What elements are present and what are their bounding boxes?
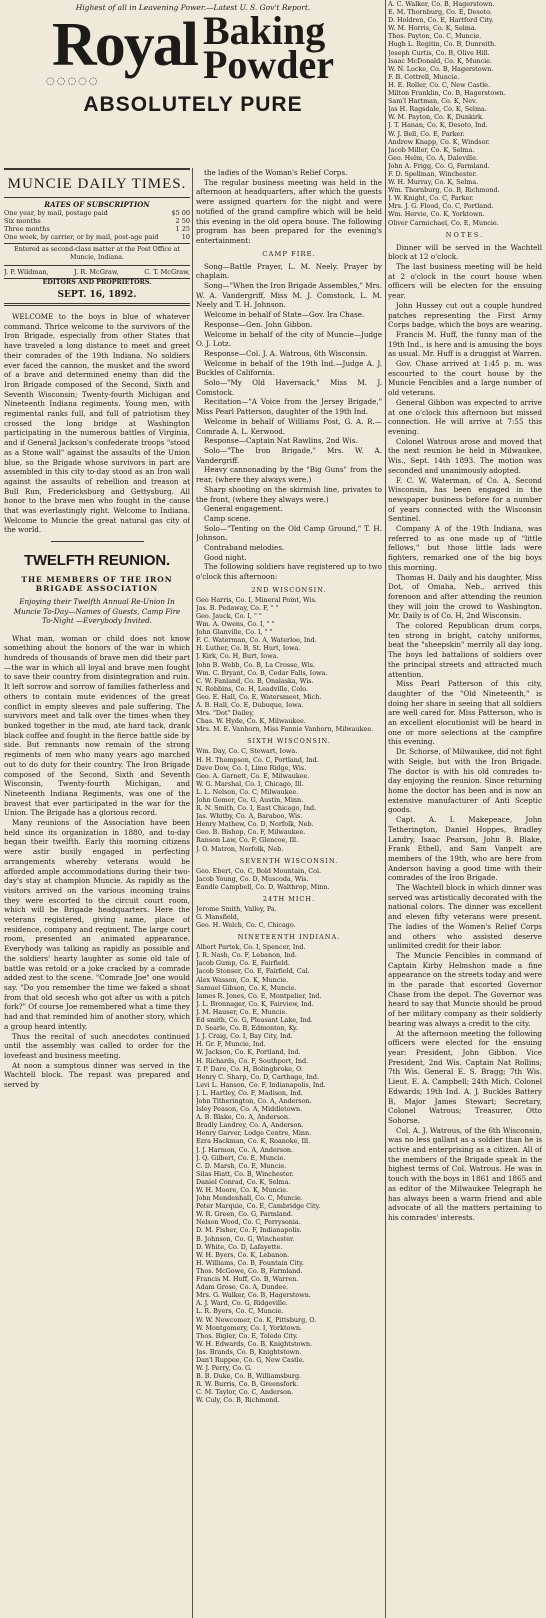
rate-label: One week, by carrier, or by mail, post-age paid — [4, 233, 159, 241]
registry-entry: John B. Webb, Co. B, La Crosse, Wis. — [196, 660, 316, 669]
royal-baking-powder-ad — [4, 0, 382, 168]
registry-entry: A. B. Blake, Co. A, Anderson. — [196, 1113, 291, 1122]
program-item: Solo—"My Old Haversack," Miss M. J. Comstock. — [196, 378, 382, 397]
note-paragraph: Thomas H. Daily and his daughter, Miss Dot, of Omaha, Neb., arrived this forenoon and after attending the reunion they will join the crowd to Washington. Mr. Daily is of Co. H, 2nd Wisconsin. — [388, 572, 542, 621]
registry-entry: Wm. Day, Co. C, Stewart, Iowa. — [196, 747, 298, 756]
registry-entry: H. Luther, Co. B, St. Hurt, Iowa. — [196, 644, 301, 653]
registry-entry: Milton Franklin, Co. B, Hagerstown. — [388, 89, 506, 98]
registry-entry: Jerome Smith, Valley, Pa. — [196, 904, 277, 913]
registry-entry: Bradly Landrey, Co. A, Anderson. — [196, 1121, 304, 1130]
middle-column — [196, 168, 382, 1618]
registry-entry: H. Williams, Co. B, Fountain City. — [196, 1258, 304, 1267]
rate-row — [4, 233, 190, 241]
registry-entry: Dave Dow, Co. I, Lime Ridge, Wis. — [196, 763, 307, 772]
column-rule — [192, 0, 193, 1618]
registry-entry: A. J. Ward, Co. G, Ridgeville. — [196, 1299, 288, 1308]
program-item: Solo—"Tenting on the Old Camp Ground," T. H. Johnson. — [196, 523, 382, 543]
program-item: Contraband melodies. — [204, 543, 285, 553]
registry-entry: Levi L. Hanson, Co. F, Indianapolis, Ind. — [196, 1080, 326, 1089]
registry-entry: T. P. Dare, Co. H, Bolingbroke, O. — [196, 1064, 304, 1073]
regiment-heading: NINETEENTH INDIANA. — [237, 933, 341, 942]
left-column — [4, 168, 190, 1618]
registry-entry: B. Johnson, Co. G, Winchester. — [196, 1234, 295, 1243]
reunion-headline: TWELFTH REUNION. — [24, 552, 170, 570]
ad-top-line: Highest of all in Leavening Power.—Latest U. S. Gov't Report. — [75, 3, 311, 12]
note-paragraph: At the afternoon meeting the following officers were elected for the ensuing year: President, John Gibbon. Vice President, 2nd Wis. Captain Nat Rollins; 7th Wis. General E. S. Bragg; 7th Wis. Lieut. E. A. Campbell; 24th Mich. Colonel Edwards; 19th Ind. A. J. Buckles Battery B, Major James Stewart; Secretary, Colonel Watrous; Treasurer, Otto Sohorse. — [388, 1028, 542, 1125]
reunion-subhead: THE MEMBERS OF THE IRON BRIGADE ASSOCIATION — [21, 575, 173, 594]
registry-entry: Henry Garver, Lodge Centre, Minn. — [196, 1129, 312, 1138]
middle-intro — [196, 168, 382, 246]
registry-entry: Francis M. Huff, Co. B, Warren. — [196, 1275, 299, 1284]
program-item: Sharp shooting on the skirmish line, privates to the front, (where they always were.) — [196, 484, 382, 504]
registry-entry: H. Gr. F, Muncie, Ind. — [196, 1040, 266, 1049]
registry-entry: Wm. Thornburg, Co. B, Richmond. — [388, 186, 500, 195]
registry-entry: Jacob Stonser, Co. E, Fairfield, Cal. — [196, 967, 310, 976]
note-paragraph: Colonel Watrous arose and moved that the next reunion be held in Milwaukee, Wis., Sept. 14th 1893. The motion was seconded and unanimously adopted. — [388, 436, 542, 475]
registry-entry: Henry Mathew, Co. D, Norfolk, Neb. — [196, 820, 314, 829]
reunion-article — [4, 634, 190, 1090]
rate-row — [4, 209, 190, 217]
registry-entry: Wm. Hervie, Co. K, Yorktown. — [388, 210, 485, 219]
registry-entry: Peter Marquie, Co. E, Cambridge City. — [196, 1202, 321, 1211]
registry-entry: W. G. Marshal, Co. I, Chicago, Ill. — [196, 779, 304, 788]
registry-entry: E. M. Thornburg, Co. E, Desoto. — [388, 8, 492, 17]
notes-section — [388, 243, 542, 1223]
regiment-heading: SIXTH WISCONSIN. — [247, 737, 331, 746]
registry-entry: J. T. Hanan, Co. K, Desoto, Ind. — [388, 121, 488, 130]
program-item: Recitation—"A Voice from the Jersey Brigade," Miss Pearl Patterson, daughter of the 19th Ind. — [196, 397, 382, 417]
registry-entry: D. White, Co. D, Lafayette. — [196, 1242, 283, 1251]
article-paragraph: Many reunions of the Association have been held since its organization in 1880, and to-day began their twelfth. Early this morning citizens were astir busily engaged in perfecting arrangements whereby veterans would be afforded ample accommodations during their two-day's stay at champion Muncie. As rapidly as the visitors arrived on the various incoming trains they were escorted to the circuit court room, which will be Brigade headquarters. Here the veterans registered, giving name, place of residence, company and regiment. The large court room, presented an animated appearance. Everybody was talking as rapidly as possible and the soldiers' hearty laughter as some old tale of battle was retold or a joke cracked by a comrade added zest to the scene. "Comrade Joe" one would say. "Do you remember the time we faked a shoat from that old secesh who got after us with a pitch fork?" Of course Joe remembered what a time they had and that reminded him of another story, which a group heard intently. — [4, 818, 190, 1031]
registry-entry: Henry C. Sharp, Co. D, Carthage, Ind. — [196, 1072, 319, 1081]
rate-price: 10 — [181, 233, 190, 241]
registry-entry: J. W. Knight, Co. C, Parker. — [388, 194, 474, 203]
registry-entry: D. M. Fisher, Co. F, Indianapolis. — [196, 1226, 302, 1235]
registry-entry: J. L. Bronnager, Co. K, Fairview, Ind. — [196, 999, 314, 1008]
program-item: Welcome in behalf of Williams Post, G. A. R.—Comrade A. L. Kerwood. — [196, 416, 382, 436]
reunion-deck: Enjoying their Twelfth Annual Re-Union In Muncie To-Day—Names of Guests, Camp Fire To-Night —Everybody Invited. — [13, 597, 181, 626]
registry-entry: J. Q. Gilbert, Co. E, Muncie. — [196, 1153, 286, 1162]
note-paragraph: Francis M. Huff, the funny man of the 19th Ind., is here and is amusing the boys as usual. Mr. Huff is a druggist at Warren. — [388, 329, 542, 359]
note-paragraph: The colored Republican drum corps, ten strong in bright, catchy uniforms, beat the "sheepskin" merrily all day long. The boys led battalions of soldiers over the principal streets and attracted much attention. — [388, 621, 542, 679]
registry-entry: John Gomer, Co. G, Austin, Minn. — [196, 795, 304, 804]
registry-entry: J. R. Nash, Co. F, Lebanon, Ind. — [196, 951, 297, 960]
registry-entry: Mrs. G. Walker, Co. B, Hagerstown. — [196, 1291, 311, 1300]
regiment-heading: 2ND WISCONSIN. — [251, 585, 327, 594]
issue-date: SEPT. 16, 1892. — [4, 287, 190, 306]
registry-entry: A. C. Walker, Co. B, Hagerstown. — [388, 0, 495, 8]
registry-entry: John Mendenhall, Co. C, Muncie. — [196, 1194, 303, 1203]
rate-price: 1 25 — [175, 225, 190, 233]
note-paragraph: F. C. W. Waterman, of Co. A, Second Wisconsin, has been engaged in the newspaper business before for a number of years connected with the Wisconsin Sentinel. — [388, 475, 542, 524]
masthead-title: MUNCIE DAILY TIMES. — [7, 176, 187, 192]
note-paragraph: Gov. Chase arrived at 1:45 p. m. was escourted to the court house by the Muncie Fencibles and a large number of old veterans. — [388, 359, 542, 398]
registry-entry: Jas. Brands, Co. B, Knightstown. — [196, 1347, 302, 1356]
registry-entry: Geo. A. Garnett, Co. E, Milwaukee. — [196, 771, 310, 780]
registry-entry: A. B. Hall, Co. E, Dubuque, Iowa. — [196, 701, 304, 710]
rates-list — [4, 209, 190, 241]
registry-entry: Jas. B. Pedaway, Co. F, " " — [196, 603, 279, 612]
registry-entry: J. J. Craig, Co. I, Bay City, Ind. — [196, 1032, 293, 1041]
registry-entry: Geo Harris, Co. I, Mineral Point, Wis. — [196, 595, 317, 604]
ad-product-line1: Baking — [202, 8, 326, 53]
registry-entry: Silas Hiatt, Co. B, Winchester. — [196, 1169, 294, 1178]
program-item: Response—Col. J. A. Watrous, 6th Wisconsin. — [204, 348, 368, 358]
registry-entry: Geo. Jauck, Co. I, " " — [196, 612, 262, 621]
registry-entry: Geo. Helm, Co. A, Daleville. — [388, 153, 478, 162]
editors-title: EDITORS AND PROPRIETORS. — [42, 279, 152, 286]
rate-price: 2 50 — [175, 217, 190, 225]
ad-ornament: ◌◌◌◌◌ — [46, 76, 100, 87]
registry-entry: J. M. Hauser, Co. E, Muncie. — [196, 1007, 288, 1016]
registry-entry: John A. Frigg, Co. G, Farmland. — [388, 161, 490, 170]
registry-entry: Albert Partek, Co. I, Spencer, Ind. — [196, 943, 306, 952]
registry-entry: Thos. McGowe, Co. B, Farmland. — [196, 1266, 303, 1275]
rate-row — [4, 217, 190, 225]
camp-fire-program — [196, 262, 382, 582]
program-item: Heavy cannonading by the "Big Guns" from the rear, (where they always were.) — [196, 465, 382, 485]
registry-entry: W. M. Horris, Co. K, Selma. — [388, 24, 477, 33]
note-paragraph: Dr. Schorse, of Milwaukee, did not fight with Seigle, but with the Iron Brigade. The doctor is with his old comrades to-day enjoying the reunion. Since returning home the doctor has been and is now an extensive manufacturer of Anti Sceptic goods. — [388, 747, 542, 815]
article-paragraph: Thus the recital of such anecdotes continued until the assembly was called to order for the lovefeast and business meeting. — [4, 1031, 190, 1060]
registry-entry: Jacob Gump, Co. E, Fairfield. — [196, 959, 290, 968]
rate-label: Six months — [4, 217, 41, 225]
registry-entry: Sam'l Hartman, Co. K, Nev. — [388, 97, 477, 106]
registry-entry: W. Culy, Co. B, Richmond. — [196, 1396, 280, 1405]
registry-entry: Thos. Payton, Co. C, Muncie. — [388, 32, 482, 41]
registry-entry: Jacob Miller, Co. K, Selma. — [388, 145, 475, 154]
editor-name: C. T. McGraw, — [144, 268, 190, 276]
registry-entry: D. Searle, Co. B, Edmonton, Ky. — [196, 1024, 298, 1033]
registry-entry: C. M. Taylor, Co. C, Anderson. — [196, 1388, 294, 1397]
registry-entry: R. N. Smith, Co. I, East Chicago, Ind. — [196, 804, 317, 813]
registry-entry: Hugh L. Regitin, Co. B, Dunreith. — [388, 40, 497, 49]
registry-entry: F. C. Waterman, Co. A, Waterloo, Ind. — [196, 636, 317, 645]
registry-entry: W. M. Payton, Co. K, Dunkirk. — [388, 113, 484, 122]
soldier-registry — [196, 586, 382, 1405]
note-paragraph: Miss Pearl Patterson of this city, daughter of the "Old Nineteenth," is doing her share in seeing that all soldiers are well cared for. Miss Patterson, who is an excellent elocutionist will be heard in one or more selections at the campfire this evening. — [388, 679, 542, 747]
registry-entry: W. J. Bell, Co. E, Parker. — [388, 129, 465, 138]
program-item: Response—Gen. John Gibbon. — [204, 319, 313, 329]
registry-entry: W. H. Edwards, Co. B, Knightstown. — [196, 1339, 313, 1348]
article-paragraph: What man, woman or child does not know something about the honors of the war in which hundreds of thousands of brave men did their part—the war in which all loyal and brave men fought to save their country from disintegration and ruin. It left sorrow and sorrow of families fatherless and others to contain mute evidences of the great conflict in empty sleeves and pale suffering. The survivors meet and talk over the times when they bunked together in the mud, ate hard tack, drank black coffee and fought in the fierce battle side by side. But remnants now remain of the strong regiments of men who many years ago marched out to do duty for their country. The Iron Brigade composed of the Second, Sixth and Seventh Wisconsin, Twenty-fourth Michigan, and Nineteenth Indiana Regiments, was one of the bravest that ever participated in the war for the Union. The Brigade has a glorious record. — [4, 633, 190, 818]
registry-entry: Geo. E. Hall, Co. E, Watersmeet, Mich. — [196, 692, 322, 701]
registry-entry: W. H. Byers, Co. K, Lebanon. — [196, 1250, 290, 1259]
rate-row — [4, 225, 190, 233]
registry-entry: C. D. Marsh, Co. E, Muncie. — [196, 1161, 287, 1170]
registry-entry: L. R. Byers, Co. C, Muncie. — [196, 1307, 284, 1316]
article-paragraph: The regular business meeting was held in the afternoon at headquarters, after which the guests were assigned quarters for the night and were notified of the grand campfire which will be held this evening in the old opera house. The following program has been prepared for the evening's entertainment: — [196, 177, 382, 245]
ad-tagline: ABSOLUTELY PURE — [83, 93, 303, 116]
registry-entry: F. D. Spellman, Winchester. — [388, 169, 477, 178]
registry-entry: John Titherington, Co. A, Anderson. — [196, 1096, 312, 1105]
registry-entry: B. B. Duke, Co. B, Williamsburg. — [196, 1372, 302, 1381]
registry-entry: J. L. Hartley, Co. F, Madison, Ind. — [196, 1088, 303, 1097]
registry-entry: Isaac McDonald, Co. K, Muncie. — [388, 56, 492, 65]
program-item: General engagement. — [204, 504, 283, 514]
registry-entry: Geo. B. Bishop, Co. F, Milwaukee. — [196, 828, 306, 837]
registry-entry: Dan'l Ruppee, Co. G, New Castle. — [196, 1355, 305, 1364]
registry-entry: W. J. Perry, Co. G. — [196, 1364, 252, 1373]
registry-entry: Wm. C. Bryant, Co. B, Cedar Falls, Iowa. — [196, 668, 328, 677]
registry-entry: C. W. Fanland, Co. B, Onalaska, Wis. — [196, 676, 314, 685]
welcome-editorial: WELCOME to the boys in blue of whatever command. Thrice welcome to the survivors of the Iron Brigade, especially from other States that have traveled a long distance to meet and greet their comrades of the 19th Indiana. No soldiers ever faced the cannon, the musket and the sword of a brave and determined enemy than did the Iron Brigade composed of the Second, Sixth and Seventh Wisconsin; Twenty-fourth Michigan and Nineteenth Indiana regiments. Young men, with regimental ranks full, and full of patriotism they crossed the long bridge at Washington participating in the numerous battles of Virginia, and if General Jackson's confederate troops "stood as a Stone wall" against the assaults of the Union blue, so the Brigade whose survivors in part are assembled in this city to-day stood as an Iron wall against the assaults of rebellion and treason at Bull Run, Fredericksburg and Gettysburg. All honor to the brave men who fought in the cause that was everlastingly right. Welcome to Indiana. Welcome to Muncie the great natural gas city of the world. — [4, 312, 190, 535]
note-paragraph: Dinner will be served in the Wachtell block at 12 o'clock. — [388, 242, 542, 262]
program-item: Camp scene. — [204, 513, 251, 523]
registry-entry: Mrs. "Dot" Dailey, — [196, 709, 254, 718]
registry-entry: Thos. Bigler, Co. E, Toledo City. — [196, 1331, 298, 1340]
entered-notice: Entered as second-class matter at the Post Office at Muncie, Indiana. — [4, 243, 190, 262]
program-item: Song—"When the Iron Brigade Assembles," Mrs. W. A. Vandergriff, Miss M. J. Comstock, L. M. Neely and T. H. Johnson. — [196, 281, 382, 310]
editors-line — [4, 265, 190, 279]
registry-entry: John Glanville, Co. I, " " — [196, 628, 273, 637]
registry-entry: Wm. A. Owens, Co. I, " " — [196, 620, 275, 629]
program-item: Good night. — [204, 552, 247, 562]
registry-entry: Oliver Carmichael, Co. E, Muncie. — [388, 218, 499, 227]
registry-entry: W. Jackson, Co. K, Portland, Ind. — [196, 1048, 301, 1057]
rate-label: One year, by mail, postage paid — [4, 209, 108, 217]
registry-entry: D. Holdren, Co. E, Hartford City. — [388, 16, 494, 25]
program-item: Song—Battle Prayer, L. M. Neely. Prayer by chaplain. — [196, 261, 382, 281]
editor-name: J. P. Wildman, — [4, 268, 49, 276]
program-item: Welcome in behalf of the 19th Ind.—Judge A. J. Buckles of California. — [196, 358, 382, 378]
registry-entry: Geo. Ebert, Co. C, Bold Mountain, Col. — [196, 866, 322, 875]
registry-entry: Mrs. J. G. Flood, Co. C, Portland. — [388, 202, 494, 211]
note-paragraph: General Gibbon was expected to arrive at one o'clock this afternoon but missed connection. He will arrive at 7:55 this evening. — [388, 397, 542, 436]
note-paragraph: The last business meeting will be held at 2 o'clock in the court house when officers will be electen for the ensuing year. — [388, 262, 542, 301]
rate-price: $5 00 — [171, 209, 190, 217]
program-item: Response—Captain Nat Rawlins, 2nd Wis. — [204, 436, 358, 446]
program-item: The following soldiers have registered up to two o'clock this afternoon: — [196, 562, 382, 582]
program-item: Solo—"The Iron Brigade," Mrs. W. A. Vandergriff. — [196, 445, 382, 465]
registry-entry: Geo. H. Welch, Co. C, Chicago. — [196, 921, 296, 930]
registry-entry: Ezra Hackman, Co. K, Roanoke, Ill. — [196, 1137, 311, 1146]
registry-entry: Nelson Wood, Co. C, Perrysonia. — [196, 1218, 301, 1227]
registry-entry: J. J. Harmon, Co. A, Anderson. — [196, 1145, 294, 1154]
divider — [51, 541, 144, 542]
registry-entry: L. L. Nelson, Co. C, Milwaukee. — [196, 787, 299, 796]
registry-entry: F. B. Cottrell, Muncie. — [388, 72, 460, 81]
registry-entry: Andrew Knapp, Co. K, Windsor. — [388, 137, 490, 146]
ad-brand: Royal — [51, 11, 197, 79]
regiment-heading: 24TH MICH. — [262, 894, 316, 903]
registry-entry: Mrs. M. E. Vanhorn, Miss Fannie Vanhorn, Milwaukee. — [196, 725, 374, 734]
right-column — [388, 0, 542, 1618]
registry-entry: H. H. Thompson, Co. C, Portland, Ind. — [196, 755, 319, 764]
program-item: Welcome in behalf of State—Gov. Ira Chase. — [204, 310, 365, 320]
registry-entry: N. Robbins, Co. H, Leadville, Colo. — [196, 684, 308, 693]
registry-entry: Joseph Curtis, Co. B, Olive Hill. — [388, 48, 490, 57]
registry-entry: G. Mansfield, — [196, 913, 239, 922]
registry-entry: Ranson Law, Co. F, Glencoe, Ill. — [196, 836, 299, 845]
registry-entry: R. W. Burris, Co. B, Greensfork. — [196, 1380, 299, 1389]
note-paragraph: Company A of the 19th Indiana, was referred to as one made up of "little fellows," but those little lads were fighters, remarked one of the big boys this morning. — [388, 524, 542, 572]
rate-label: Three months — [4, 225, 50, 233]
registry-entry: H. E. Roller, Co. C, New Castle. — [388, 80, 490, 89]
registry-entry: Jacob Young, Co. D, Muscoda, Wis. — [196, 874, 309, 883]
registry-entry: Daniel Conrad, Co. K, Selma. — [196, 1177, 291, 1186]
camp-fire-heading: CAMP FIRE. — [262, 249, 316, 258]
editor-name: J. R. McGraw, — [74, 268, 119, 276]
notes-heading: NOTES. — [445, 230, 485, 239]
ad-product-line2: Powder — [202, 42, 335, 87]
registry-entry: James R. Jones, Co. E, Montpelier, Ind. — [196, 991, 322, 1000]
note-paragraph: The Muncie Fencibles in command of Captain Kirby Helmshon made a fine appearance on the streets today and were in the parade that escorted Governor Chase from the depot. The Governor was heard to say that Muncie should be proud of her military company as their soldierly bearing was always a credit to the city. — [388, 950, 542, 1028]
registry-entry: Jas H. Ragsdale, Co. K, Selma. — [388, 105, 487, 114]
registry-entry: W. N. Locke, Co. B, Hagerstown. — [388, 64, 494, 73]
note-paragraph: John Hussey cut out a couple hundred patches representing the First Army Corps badge, which the boys are wearing. — [388, 300, 542, 330]
registry-entry: W. W. Newcomer, Co. K, Pittsburg, O. — [196, 1315, 317, 1324]
registry-entry: W. Montgomery, Co. I, Yorktown. — [196, 1323, 302, 1332]
registry-entry: Eandle Campbell, Co. D, Walthrop, Minn. — [196, 882, 330, 891]
rates-heading: RATES OF SUBSCRIPTION — [4, 197, 190, 209]
column-rule — [385, 0, 386, 1618]
note-paragraph: The Wachtell block in which dinner was served was artistically decorated with the national colors. The dinner was excellent and eleven fifty veterans were present. The ladies of the Women's Relief Corps and others who assisted deserve unlimited credit for their labor. — [388, 883, 542, 951]
registry-entry: Alex Wasson, Co. K, Muncie. — [196, 975, 289, 984]
registry-entry: Isley Peason, Co. A, Middletown. — [196, 1105, 303, 1114]
article-paragraph: At noon a sumptous dinner was served in the Wachtell block. The repast was prepared and served by — [4, 1060, 190, 1090]
registry-entry: W. R. Green, Co. G, Farmland. — [196, 1210, 293, 1219]
registry-entry: Chas. W. Hyde, Co. K, Milwaukee. — [196, 717, 306, 726]
note-paragraph: Capt. A. I. Makepeace, John Tetherington, Daniel Hoppes, Bradley Landry, Isaac Pearson, John B. Blake, Frank Ethell, and Sam Vanpelt are members of the 19th, who are here from Anderson having a good time with their comrades of the Iron Brigade. — [388, 815, 542, 883]
registry-entry: Samuel Gibson, Co. K, Muncie. — [196, 983, 297, 992]
registry-entry: Jas. Whitby, Co. A, Baraboo, Wis. — [196, 812, 303, 821]
registry-entry: Ed smith, Co. G, Pleasant Lake, Ind. — [196, 1016, 313, 1025]
registry-entry: J. O. Matron, Norfolk, Neb. — [196, 844, 284, 853]
regiment-heading: SEVENTH WISCONSIN. — [239, 856, 339, 865]
registry-entry: J. Kirk, Co. H, Burt, Iowa. — [196, 652, 279, 661]
program-item: Welcome in behalf of the city of Muncie—Judge O. J. Lotz. — [196, 329, 382, 349]
registry-entry: W. H. Murray, Co. K, Selma. — [388, 178, 479, 187]
soldier-registry-continued — [388, 0, 542, 227]
article-paragraph: the ladies of the Woman's Relief Corps. — [204, 168, 348, 177]
registry-entry: W. H. Moore, Co. K, Muncie. — [196, 1186, 289, 1195]
registry-entry: H. Richards, Co. F, Southport, Ind. — [196, 1056, 309, 1065]
note-paragraph: Col. A. J. Watrous, of the 6th Wisconsin, was no less gallant as a soldier than he is active and enterprising as a citizen. All of the members of the Brigade speak in the highest terms of Col. Watrous. He was in touch with the boys in 1861 and 1865 and as editor of the Milwaukee Telegraph he has always been a warm friend and able advocate of all the matters pertaining to his comrades' interests. — [388, 1125, 542, 1222]
registry-entry: Adam Grose, Co. A, Dundee. — [196, 1283, 289, 1292]
